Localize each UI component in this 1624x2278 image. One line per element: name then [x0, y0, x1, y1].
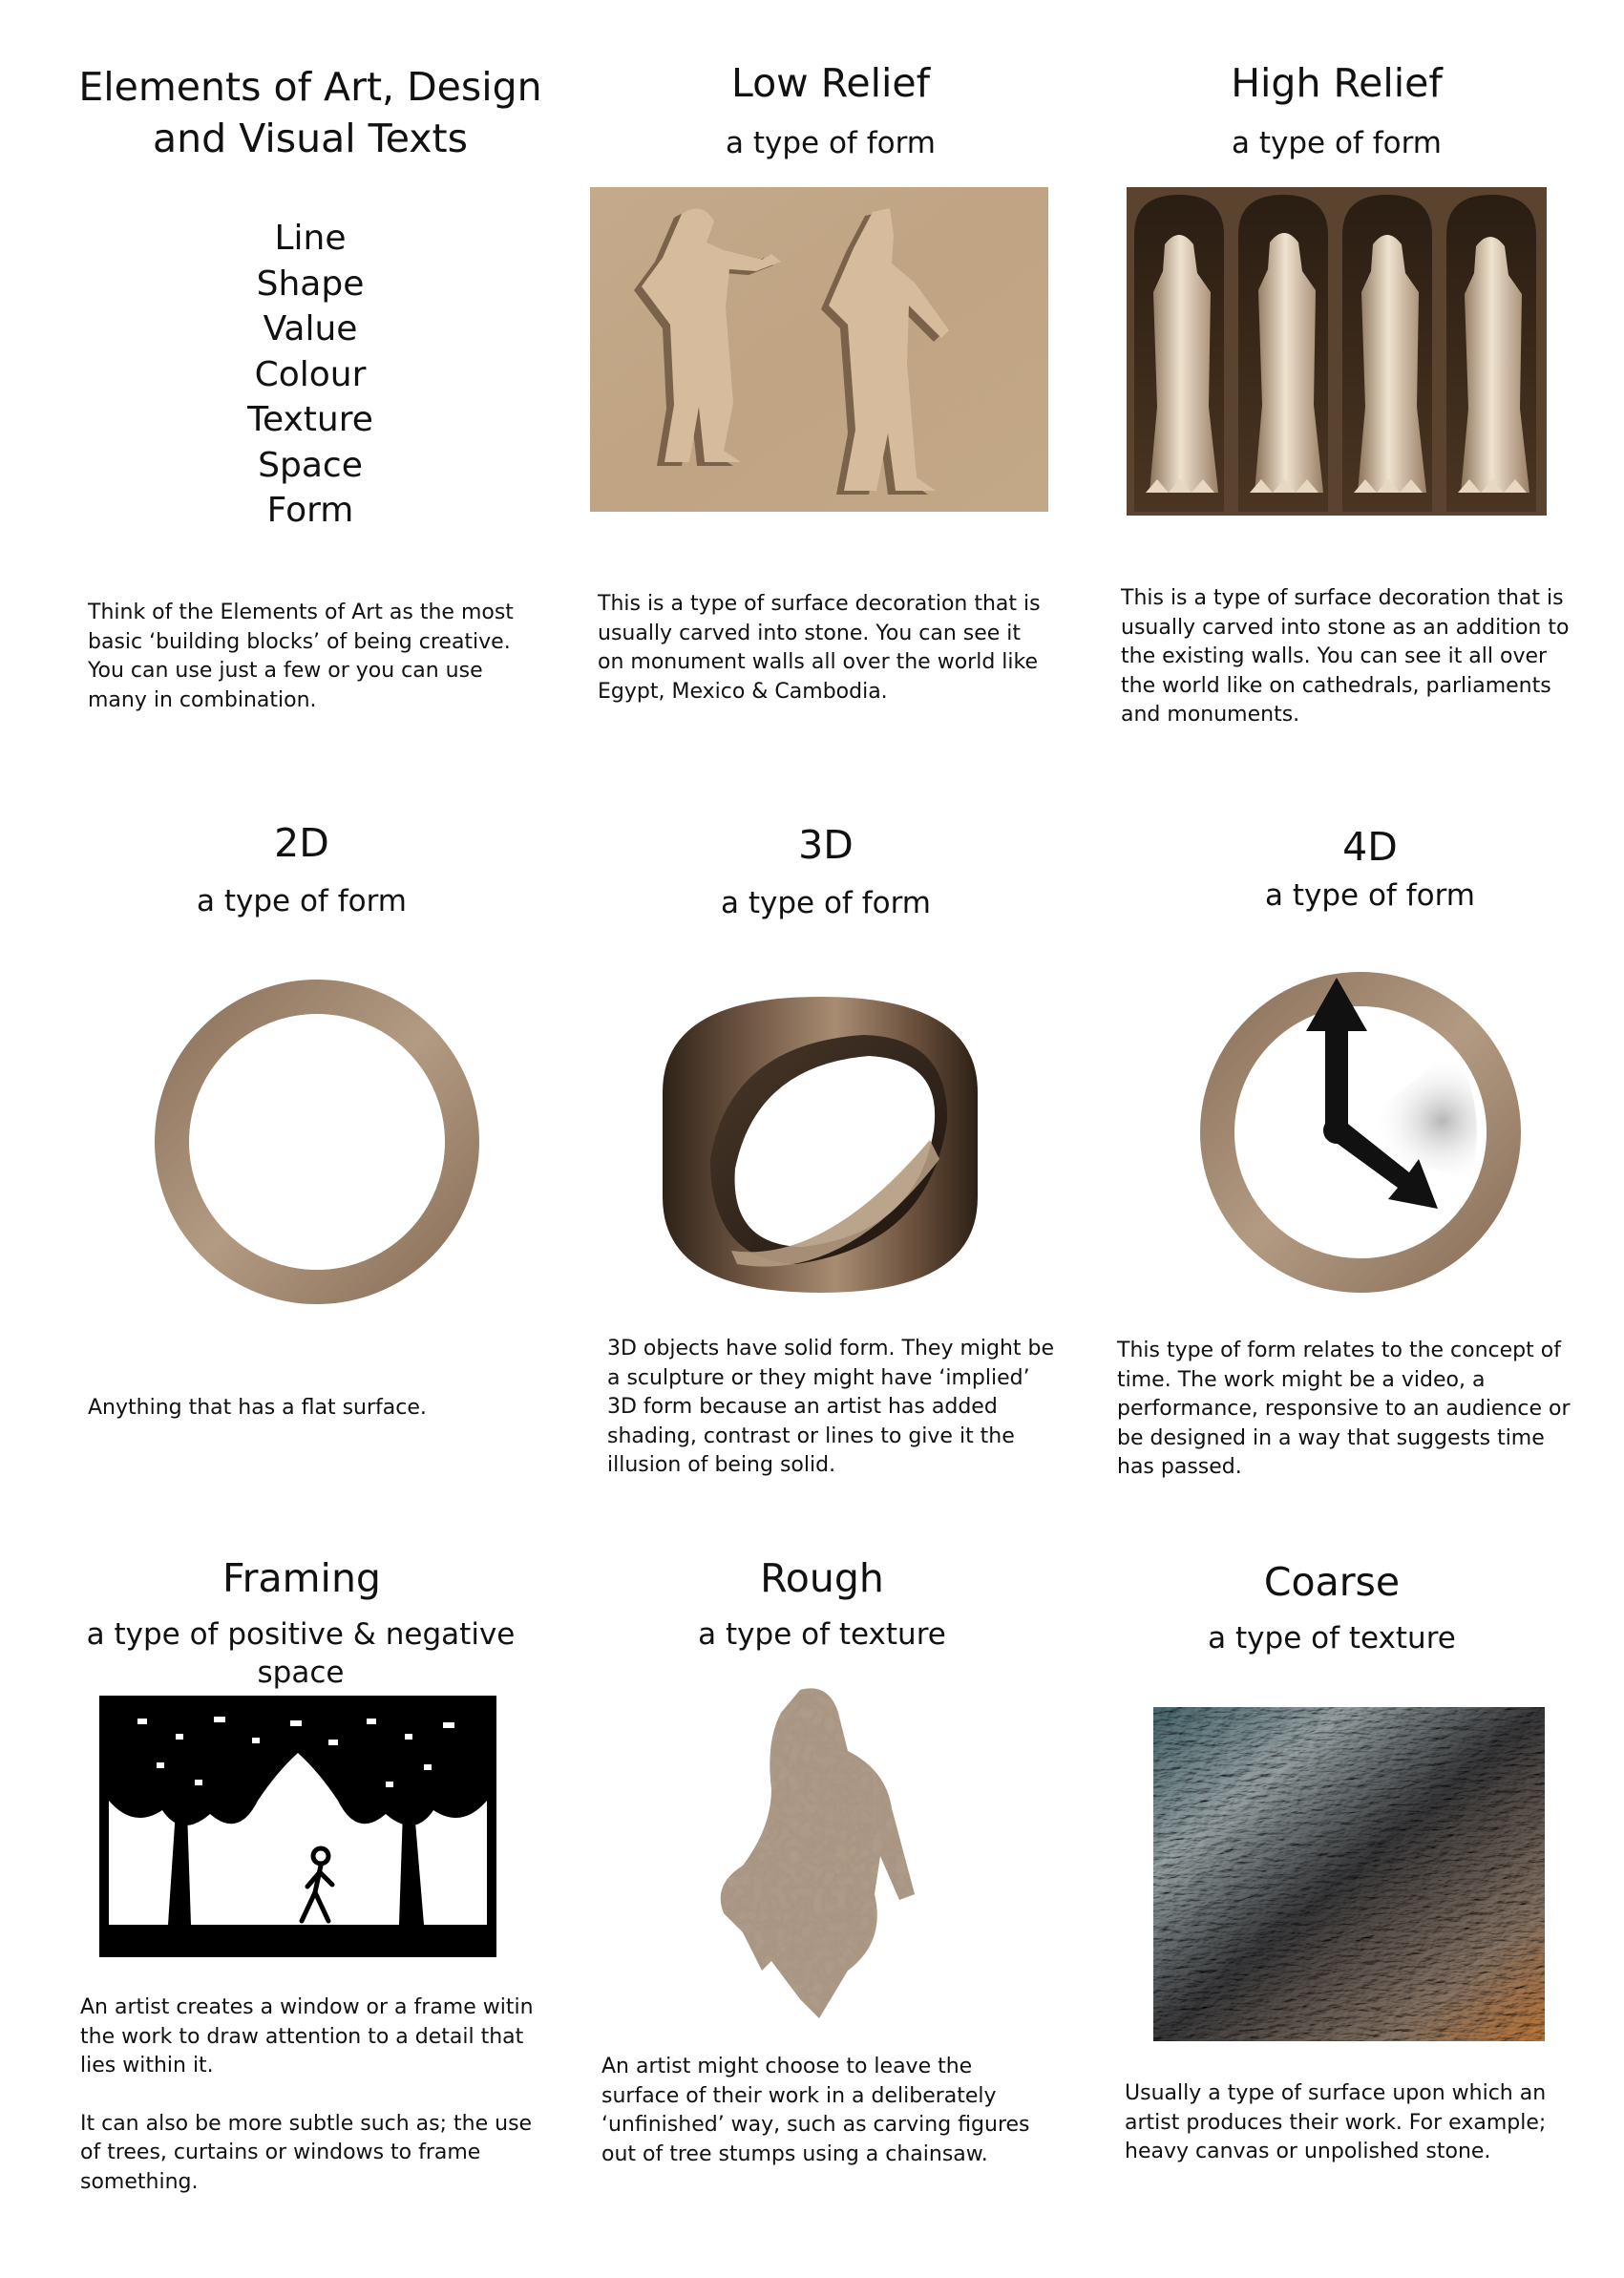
three-d-title: 3D: [798, 822, 854, 868]
framing-description-1: An artist creates a window or a frame witin the work to draw attention to a detail that lies within it.: [80, 1995, 534, 2078]
high-relief-image: [1127, 187, 1547, 516]
rough-figure-image: [705, 1684, 926, 2024]
intro-title: [57, 61, 563, 164]
high-relief-title: High Relief: [1231, 60, 1443, 106]
element-colour: Colour: [254, 354, 367, 394]
three-d-subtitle: a type of form: [721, 886, 931, 920]
framing-subtitle: a type of positive & negative space: [86, 1617, 516, 1690]
elements-list: [191, 216, 430, 534]
framing-description: [80, 1993, 548, 2197]
framing-description-2: It can also be more subtle such as; the use of trees, curtains or windows to frame something.: [80, 2111, 533, 2194]
two-d-description: Anything that has a flat surface.: [88, 1396, 427, 1420]
coarse-title: Coarse: [1263, 1559, 1401, 1605]
low-relief-image: [590, 187, 1048, 512]
element-line: Line: [274, 219, 347, 258]
four-d-clock-image: [1193, 964, 1528, 1300]
two-d-ring-image: [153, 978, 481, 1306]
intro-description: Think of the Elements of Art as the most basic ‘building blocks’ of being creative. You can use just a few or you can use many in combination.: [88, 601, 514, 712]
intro-title-line-1: Elements of Art, Design: [78, 64, 542, 110]
rough-description: An artist might choose to leave the surface of their work in a deliberately ‘unfinished’ way, such as carving figures out of tree stumps using a chainsaw.: [601, 2055, 1030, 2166]
coarse-texture-image: [1153, 1707, 1545, 2041]
element-value: Value: [263, 309, 358, 348]
three-d-description: 3D objects have solid form. They might be a sculpture or they might have ‘implied’ 3D form because an artist has added shading, contrast or lines to give it the illusion of being solid.: [607, 1337, 1055, 1477]
four-d-description: This type of form relates to the concept of time. The work might be a video, a performance, responsive to an audience or be designed in a way that suggests time has passed.: [1117, 1339, 1571, 1479]
rough-subtitle: a type of texture: [698, 1617, 946, 1652]
low-relief-description: This is a type of surface decoration that is usually carved into stone. You can see it on monument walls all over the world like Egypt, Mexico & Cambodia.: [598, 592, 1041, 704]
low-relief-subtitle: a type of form: [726, 126, 936, 160]
three-d-cylinder-image: [643, 978, 997, 1312]
two-d-title: 2D: [274, 820, 329, 866]
low-relief-title: Low Relief: [730, 60, 931, 106]
element-texture: Texture: [247, 400, 373, 439]
two-d-subtitle: a type of form: [197, 884, 407, 918]
element-space: Space: [258, 445, 363, 485]
framing-trees-image: [99, 1696, 496, 1957]
rough-title: Rough: [760, 1555, 884, 1601]
element-form: Form: [266, 491, 354, 530]
high-relief-description: This is a type of surface decoration that is usually carved into stone as an addition to the existing walls. You can see it all over the world like on cathedrals, parliaments and monuments.: [1121, 586, 1570, 727]
four-d-title: 4D: [1342, 824, 1398, 870]
intro-title-line-2: and Visual Texts: [153, 116, 468, 161]
coarse-description: Usually a type of surface upon which an artist produces their work. For example; heavy canvas or unpolished stone.: [1125, 2081, 1547, 2163]
framing-title: Framing: [222, 1555, 381, 1601]
element-shape: Shape: [256, 264, 365, 304]
high-relief-subtitle: a type of form: [1232, 126, 1442, 160]
four-d-subtitle: a type of form: [1265, 878, 1475, 913]
coarse-subtitle: a type of texture: [1208, 1621, 1456, 1656]
